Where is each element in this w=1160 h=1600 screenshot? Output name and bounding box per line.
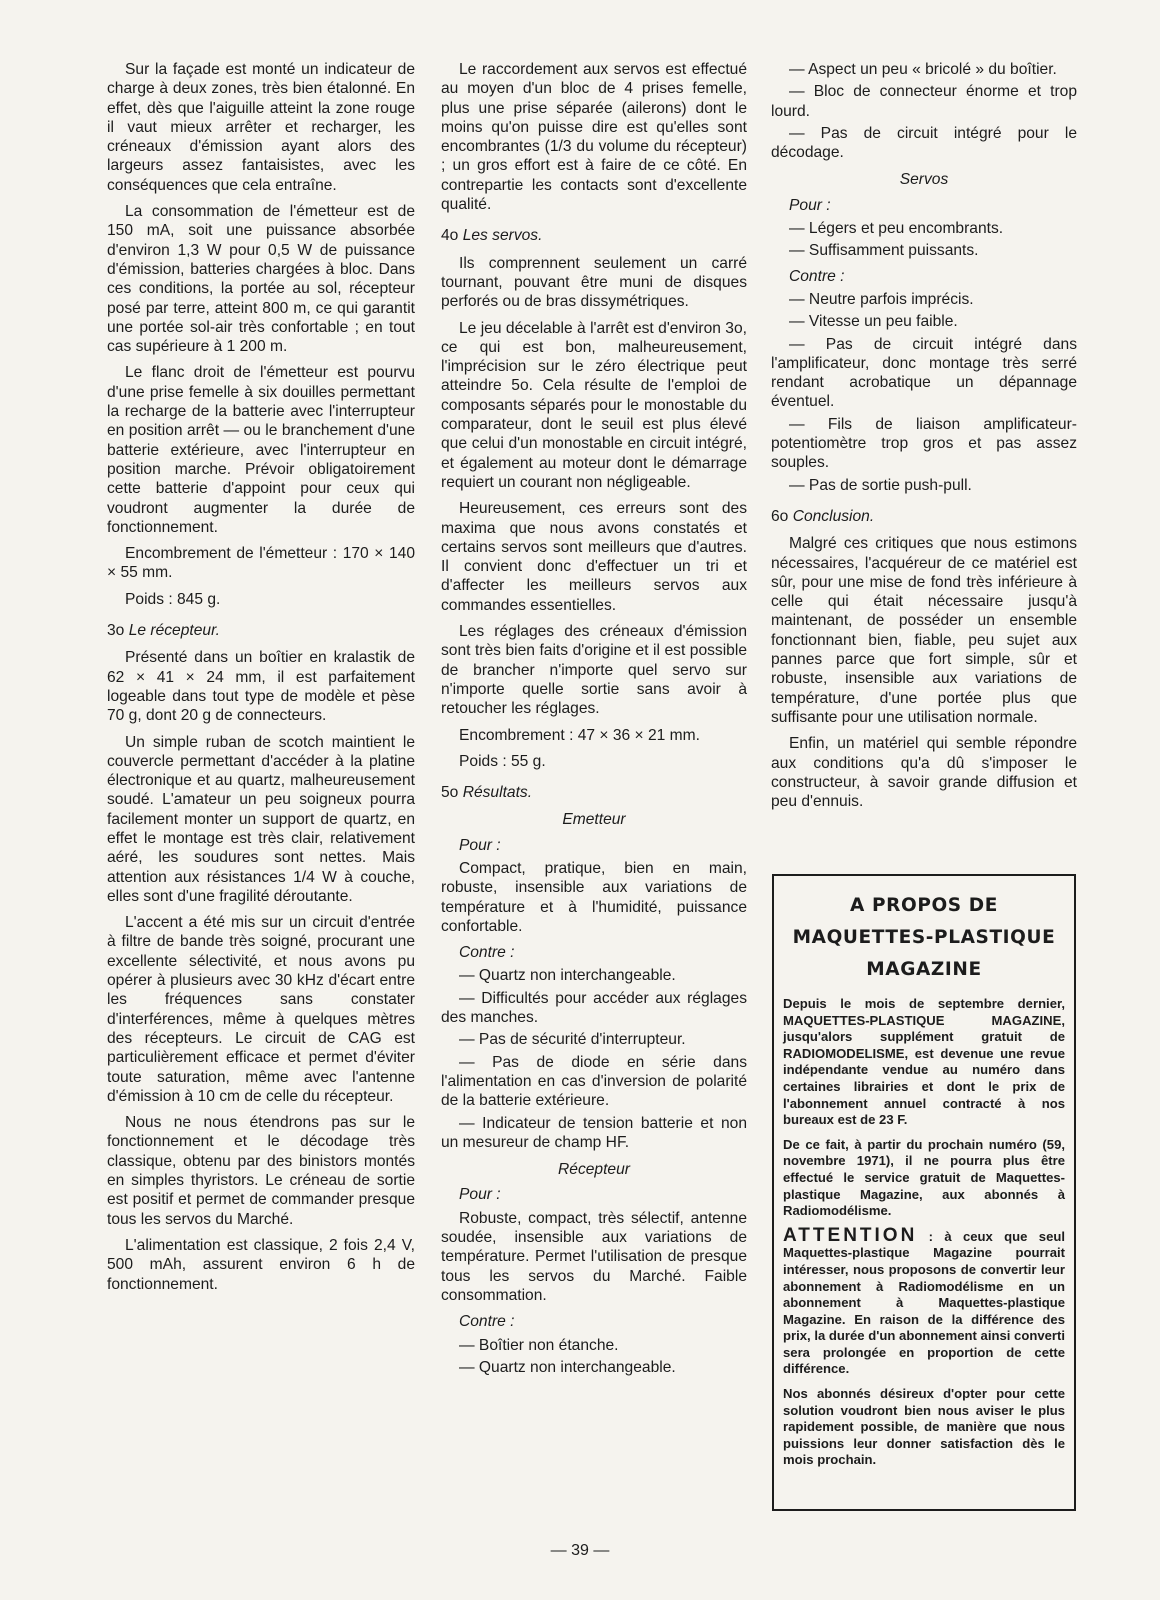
paragraph: Le jeu décelable à l'arrêt est d'environ 3o, ce qui est bon, malheureusement, l'imprécision sur le zéro électrique peut atteindre 5o. Cela résulte de l'emploi de composants séparés pour le monostable du comparateur, dont le seuil est plus élevé que celui d'un monostable en circuit intégré, et également au moteur dont le démarrage requiert un courant non négligeable. xyxy=(441,319,747,491)
pour-label: Pour : xyxy=(459,836,501,854)
paragraph: Le flanc droit de l'émetteur est pourvu d'une prise femelle à six douilles permettant la recharge de la batterie avec l'interrupteur en position arrêt — ou le branchement d'une batterie extérieure, avec l'interrupteur en position marche. Prévoir obligatoirement cette batterie d'appoint pour ceux qui voudront augmenter la durée de fonctionnement. xyxy=(107,364,415,536)
contre-label: Contre : xyxy=(789,267,845,285)
paragraph: L'alimentation est classique, 2 fois 2,4 V, 500 mAh, assurent environ 6 h de fonctionnement. xyxy=(107,1236,415,1293)
subheading-recepteur: Récepteur xyxy=(558,1161,630,1179)
list-item: — Pas de diode en série dans l'alimentation en cas d'inversion de polarité de la batterie extérieure. xyxy=(441,1053,747,1110)
section-number: 5o xyxy=(441,784,459,802)
list-item: — Neutre parfois imprécis. xyxy=(789,290,974,308)
page-number: — 39 — xyxy=(550,1542,610,1559)
contre-label: Contre : xyxy=(459,944,515,962)
list-item: — Pas de circuit intégré pour le décodage. xyxy=(771,124,1077,162)
list-item: — Difficultés pour accéder aux réglages des manches. xyxy=(441,989,747,1027)
list-item: — Aspect un peu « bricolé » du boîtier. xyxy=(789,61,1057,78)
paragraph: Compact, pratique, bien en main, robuste, insensible aux variations de température et à l'humidité, puissance confortable. xyxy=(441,859,747,935)
column-2 xyxy=(441,60,747,1380)
paragraph: Les réglages des créneaux d'émission sont très bien faits d'origine et il est possible de brancher n'importe quel servo sur n'importe quelle sortie sans avoir à retoucher les réglages. xyxy=(441,623,747,718)
paragraph: Encombrement : 47 × 36 × 21 mm. xyxy=(459,726,700,744)
attention-label: ATTENTION xyxy=(783,1224,918,1246)
paragraph: Heureusement, ces erreurs sont des maxima que nous avons constatés et certains servos sont meilleurs que d'autres. Il convient donc d'effectuer un tri et d'affecter les meilleurs servos aux commandes essentielles. xyxy=(441,500,747,614)
column-1 xyxy=(107,60,415,1301)
list-item: — Pas de sortie push-pull. xyxy=(789,476,972,494)
section-heading xyxy=(771,507,1077,526)
subheading-servos: Servos xyxy=(899,171,949,189)
paragraph: Encombrement de l'émetteur : 170 × 140 × 55 mm. xyxy=(107,545,415,582)
list-item: — Quartz non interchangeable. xyxy=(459,1358,676,1376)
section-number: 3o xyxy=(107,622,125,640)
list-item: — Quartz non interchangeable. xyxy=(459,967,676,985)
list-item: — Légers et peu encombrants. xyxy=(789,220,1004,238)
paragraph: Poids : 55 g. xyxy=(459,752,546,770)
paragraph: Présenté dans un boîtier en kralastik de 62 × 41 × 24 mm, il est parfaitement logeable dans tout type de modèle et pèse 70 g, dont 20 g de connecteurs. xyxy=(107,649,415,725)
announcement-box xyxy=(772,874,1076,1511)
paragraph: La consommation de l'émetteur est de 150 mA, soit une puissance absorbée d'environ 1,3 W pour 0,5 W de puissance d'émission, batteries chargées à bloc. Dans ces conditions, la portée au sol, récepteur posé par terre, atteint 800 m, ce qui garantit une portée sol-air très confortable ; en tout cas supérieure à 1 200 m. xyxy=(107,203,415,356)
list-item: — Suffisamment puissants. xyxy=(789,242,979,260)
section-heading xyxy=(441,226,747,245)
list-item: — Pas de sécurité d'interrupteur. xyxy=(459,1031,686,1049)
box-paragraph xyxy=(783,1224,1065,1378)
box-paragraph: Nos abonnés désireux d'opter pour cette solution voudront bien nous aviser le plus rapidement possible, de manière que nous puissions leur donner satisfaction dès le mois prochain. xyxy=(783,1386,1065,1468)
section-number: 4o xyxy=(441,227,459,245)
column-3 xyxy=(771,60,1077,818)
section-title: Le récepteur. xyxy=(128,622,221,640)
paragraph: Malgré ces critiques que nous estimons nécessaires, l'acquéreur de ce matériel est sûr, pour une mise de fond très inférieure à celle qui était nécessaire jusqu'à maintenant, de posséder un ensemble fonctionnant bien, fiable, peu sujet aux pannes parce que fort simple, sûr et robuste, insensible aux variations de température, d'une portée plus que suffisante pour une utilisation normale. xyxy=(771,535,1077,726)
list-item: — Fils de liaison amplificateur-potentiomètre trop gros et pas assez souples. xyxy=(771,415,1077,472)
contre-label: Contre : xyxy=(459,1313,515,1331)
list-item: — Boîtier non étanche. xyxy=(459,1336,619,1354)
box-title-line: A PROPOS DE xyxy=(850,895,998,916)
pour-label: Pour : xyxy=(789,196,831,214)
list-item: — Indicateur de tension batterie et non un mesureur de champ HF. xyxy=(441,1114,747,1151)
box-title xyxy=(783,890,1065,986)
paragraph: L'accent a été mis sur un circuit d'entrée à filtre de bande très soigné, procurant une excellente sélectivité, et nous avons pu opérer à plusieurs avec 30 kHz d'écart entre les fréquences sans constater d'interférences, même à quelques mètres des récepteurs. Le circuit de CAG est particulièrement efficace et permet d'éviter toute saturation, même avec l'antenne d'émission à 10 cm de celle du récepteur. xyxy=(107,914,415,1105)
paragraph: Ils comprennent seulement un carré tournant, pouvant être muni de disques perforés ou de bras dissymétriques. xyxy=(441,254,747,311)
paragraph: Robuste, compact, très sélectif, antenne soudée, insensible aux variations de température. Permet l'utilisation de presque tous les servos du Marché. Faible consommation. xyxy=(441,1209,747,1304)
box-paragraph: Depuis le mois de septembre dernier, MAQUETTES-PLASTIQUE MAGAZINE, jusqu'alors supplément gratuit de RADIOMODELISME, est devenue une revue indépendante vendue au numéro dans certaines librairies et dont le prix de l'abonnement annuel contracté à nos bureaux est de 23 F. xyxy=(783,996,1065,1128)
list-item: — Bloc de connecteur énorme et trop lourd. xyxy=(771,83,1077,120)
paragraph: Nous ne nous étendrons pas sur le fonctionnement et le décodage très classique, obtenu par des binistors montés en simples thyristors. Le créneau de sortie est positif et permet de commander presque tous les servos du Marché. xyxy=(107,1114,415,1228)
section-title: Conclusion. xyxy=(792,507,875,525)
box-title-line: MAGAZINE xyxy=(866,959,982,980)
section-title: Les servos. xyxy=(462,227,543,245)
box-paragraph: De ce fait, à partir du prochain numéro (59, novembre 1971), il ne pourra plus être effectué le service gratuit de Maquettes-plastique Magazine, aux abonnés à Radiomodélisme. xyxy=(783,1136,1065,1219)
paragraph: Enfin, un matériel qui semble répondre aux conditions qu'a dû s'imposer le constructeur, à savoir grande diffusion et peu d'ennuis. xyxy=(771,735,1077,811)
box-title-line: MAQUETTES-PLASTIQUE xyxy=(792,927,1056,948)
section-heading xyxy=(107,621,415,640)
list-item: — Vitesse un peu faible. xyxy=(789,313,958,331)
attention-text: : à ceux que seul Maquettes-plastique Magazine pourrait intéresser, nous proposons de convertir leur abonnement à Radiomodélisme en un abonnement à Maquettes-plastique Magazine. En raison de la différence des prix, la durée d'un abonnement ainsi converti sera prolongée en proportion de cette différence. xyxy=(783,1228,1065,1377)
section-number: 6o xyxy=(771,507,789,525)
paragraph: Poids : 845 g. xyxy=(125,590,221,608)
section-heading xyxy=(441,783,747,802)
paragraph: Sur la façade est monté un indicateur de charge à deux zones, très bien étalonné. En effet, dès que l'aiguille atteint la zone rouge il vaut mieux arrêter et recharger, les créneaux d'émission ayant alors des largeurs assez fantaisistes, avec les conséquences que cela entraîne. xyxy=(107,61,415,194)
paragraph: Un simple ruban de scotch maintient le couvercle permettant d'accéder à la platine électronique et au quartz, malheureusement soudé. L'amateur un peu soigneux pourra facilement monter un support de quartz, en effet le montage est très clair, relativement aéré, les soudures sont nettes. Mais attention aux résistances 1/4 W à couche, elles sont d'une fragilité déroutante. xyxy=(107,733,415,905)
pour-label: Pour : xyxy=(459,1186,501,1204)
paragraph: Le raccordement aux servos est effectué au moyen d'un bloc de 4 prises femelle, plus une prise séparée (ailerons) dont le moins qu'on puisse dire est qu'elles sont encombrantes (1/3 du volume du récepteur) ; un gros effort est à faire de ce côté. En contrepartie les contacts sont d'excellente qualité. xyxy=(441,61,747,214)
subheading-emetteur: Emetteur xyxy=(562,811,626,829)
section-title: Résultats. xyxy=(462,784,533,802)
list-item: — Pas de circuit intégré dans l'amplificateur, donc montage très serré rendant acrobatique un dépannage éventuel. xyxy=(771,335,1077,411)
